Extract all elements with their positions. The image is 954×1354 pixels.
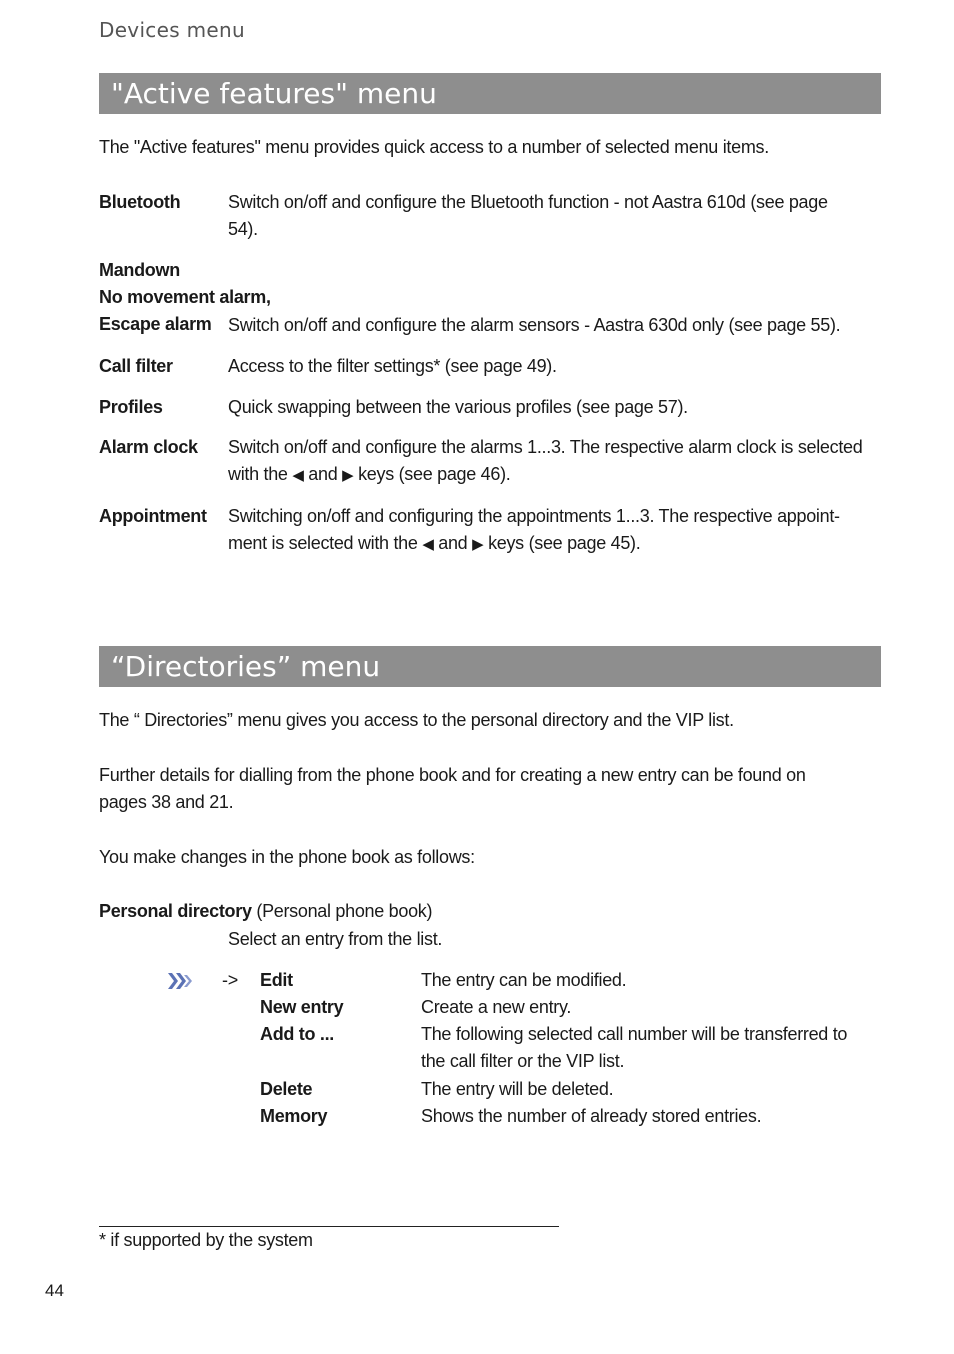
- details-line: pages 38 and 21.: [99, 792, 234, 812]
- option-edit: Edit: [260, 970, 293, 990]
- term-call-filter: Call filter: [99, 356, 173, 376]
- desc-line: 54).: [228, 219, 258, 239]
- desc-line: Switching on/off and configuring the appointments 1...3. The respective appoint-: [228, 506, 840, 526]
- option-memory: Memory: [260, 1106, 328, 1126]
- desc-line: with the ◀ and ▶ keys (see page 46).: [228, 464, 511, 484]
- right-arrow-key-icon: ▶: [342, 467, 354, 484]
- double-chevron-right-icon: [168, 972, 194, 990]
- section1-intro: The "Active features" menu provides quick access to a number of selected menu items.: [99, 137, 769, 157]
- term-line: No movement alarm,: [99, 287, 271, 307]
- running-head: Devices menu: [99, 18, 245, 42]
- option-add-to-desc: [421, 1021, 871, 1075]
- section2-details: [99, 762, 889, 816]
- desc-profiles: Quick swapping between the various profiles (see page 57).: [228, 397, 688, 417]
- details-line: Further details for dialling from the phone book and for creating a new entry can be found on: [99, 765, 806, 785]
- option-delete: Delete: [260, 1079, 313, 1099]
- personal-directory-heading: Personal directory (Personal phone book): [99, 901, 433, 921]
- term-alarm-clock: Alarm clock: [99, 437, 198, 457]
- desc-bluetooth: [228, 189, 878, 243]
- option-edit-desc: The entry can be modified.: [421, 970, 627, 990]
- term-line: Mandown: [99, 260, 180, 280]
- page-number: 44: [45, 1281, 64, 1300]
- option-new-entry: New entry: [260, 997, 344, 1017]
- footnote: * if supported by the system: [99, 1230, 313, 1250]
- option-add-to: Add to ...: [260, 1024, 334, 1044]
- select-entry-text: Select an entry from the list.: [228, 929, 443, 949]
- option-new-entry-desc: Create a new entry.: [421, 997, 572, 1017]
- term-bluetooth: Bluetooth: [99, 192, 181, 212]
- desc-call-filter: Access to the filter settings* (see page 49).: [228, 356, 557, 376]
- section2-intro: The “ Directories” menu gives you access to the personal directory and the VIP list.: [99, 710, 734, 730]
- section-title-directories: “Directories” menu: [99, 646, 881, 687]
- desc-line: ment is selected with the ◀ and ▶ keys (see page 45).: [228, 533, 641, 553]
- desc-line: the call filter or the VIP list.: [421, 1051, 625, 1071]
- option-memory-desc: Shows the number of already stored entries.: [421, 1106, 762, 1126]
- left-arrow-key-icon: ◀: [422, 536, 434, 553]
- term-profiles: Profiles: [99, 397, 163, 417]
- left-arrow-key-icon: ◀: [292, 467, 304, 484]
- desc-line: The following selected call number will be transferred to: [421, 1024, 848, 1044]
- desc-line: Switch on/off and configure the alarms 1...3. The respective alarm clock is selected: [228, 437, 863, 457]
- arrow-text: ->: [222, 970, 238, 990]
- desc-line: Switch on/off and configure the Bluetooth function - not Aastra 610d (see page: [228, 192, 828, 212]
- desc-appointment: [228, 503, 878, 558]
- desc-alarm-clock: [228, 434, 878, 489]
- section2-changes: You make changes in the phone book as follows:: [99, 847, 475, 867]
- option-delete-desc: The entry will be deleted.: [421, 1079, 614, 1099]
- term-line: Escape alarm: [99, 314, 212, 334]
- section-title-active-features: "Active features" menu: [99, 73, 881, 114]
- desc-alarm-sensors: Switch on/off and configure the alarm sensors - Aastra 630d only (see page 55).: [228, 315, 841, 335]
- term-appointment: Appointment: [99, 506, 207, 526]
- right-arrow-key-icon: ▶: [472, 536, 484, 553]
